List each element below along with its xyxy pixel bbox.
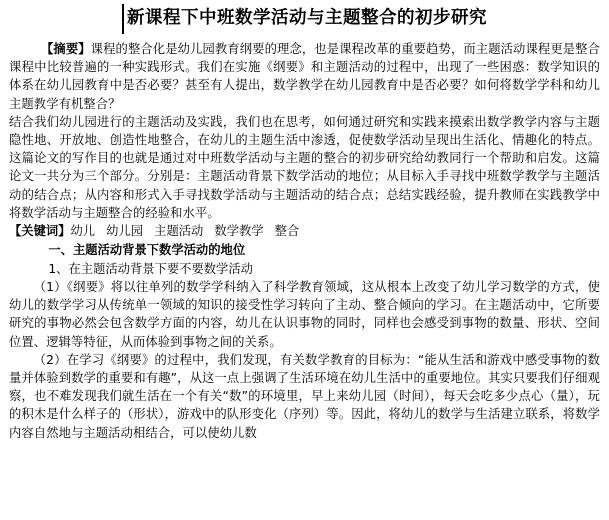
title-wrap bbox=[9, 4, 600, 34]
keyword-item: 整合 bbox=[274, 224, 300, 239]
article-title: 新课程下中班数学活动与主题整合的初步研究 bbox=[122, 4, 487, 34]
subsection-heading: 1、在主题活动背景下要不要数学活动 bbox=[48, 261, 253, 276]
keyword-item: 数学教学 bbox=[214, 224, 264, 239]
section-heading: 一、主题活动背景下数学活动的地位 bbox=[48, 243, 246, 258]
abstract-label: 【摘要】 bbox=[40, 42, 91, 56]
keyword-item: 幼儿园 bbox=[106, 224, 144, 239]
body-paragraph-2: （2）在学习《纲要》的过程中，我们发现，有关数学教育的目标为：“能从生活和游戏中感受事物的数量并体验到数学的重要和有趣”，从这一点上强调了生活环境在幼儿生活中的重要地位。其实只要我们仔细观察，也不难发现我们就生活在一个有关“数”的环境里，早上来幼儿园（时间），每天会吃多少点心（量），玩的积木是什么样子的（形状），游戏中的队形变化（序列）等。因此，将幼儿的数学与生活建立联系，将数学内容自然地与主题活动相结合，可以使幼儿数 bbox=[9, 352, 600, 440]
keyword-item: 主题活动 bbox=[154, 224, 204, 239]
abstract-text: 课程的整合化是幼儿园教育纲要的理念，也是课程改革的重要趋势，而主题活动课程更是整合课程中比较普遍的一种实践形式。我们在实施《纲要》和主题活动的过程中，出现了一些困惑：数学知识的体系在幼儿园教育中是否必要？甚至有人提出，数学教学在幼儿园教育中是否必要？如何将数学学科和幼儿主题教学有机整合？ bbox=[9, 42, 600, 111]
keywords-label: 【关键词】 bbox=[9, 224, 71, 239]
abstract-paragraph bbox=[9, 40, 600, 113]
abstract-paragraph-2: 结合我们幼儿园进行的主题活动及实践，我们也在思考，如何通过研究和实践来摸索出数学教学内容与主题隐性地、开放地、创造性地整合，在幼儿的主题生活中渗透，促使数学活动呈现出生活化、情趣化的特点。这篇论文的写作目的也就是通过对中班数学活动与主题的整合的初步研究给幼教同行一个帮助和启发。这篇论文一共分为三个部分。分别是：主题活动背景下数学活动的地位；从目标入手寻找中班数学教学与主题活动的结合点；从内容和形式入手寻找数学活动与主题活动的结合点；总结实践经验，提升教师在实践教学中将数学活动与主题整合的经验和水平。 bbox=[9, 114, 600, 220]
keywords-row bbox=[9, 222, 600, 241]
body-paragraph-1: （1）《纲要》将以往单列的数学学科纳入了科学教育领域，这从根本上改变了幼儿学习数学的方式，使幼儿的数学学习从传统单一领域的知识的接受性学习转向了主动、整合倾向的学习。在主题活动中，它所要研究的事物必然会包含数学方面的内容，幼儿在认识事物的同时，同样也会感受到事物的数量、形状、空间位置、逻辑等特征，从而体验到事物之间的关系。 bbox=[9, 280, 600, 349]
keyword-item: 幼儿 bbox=[70, 224, 96, 239]
